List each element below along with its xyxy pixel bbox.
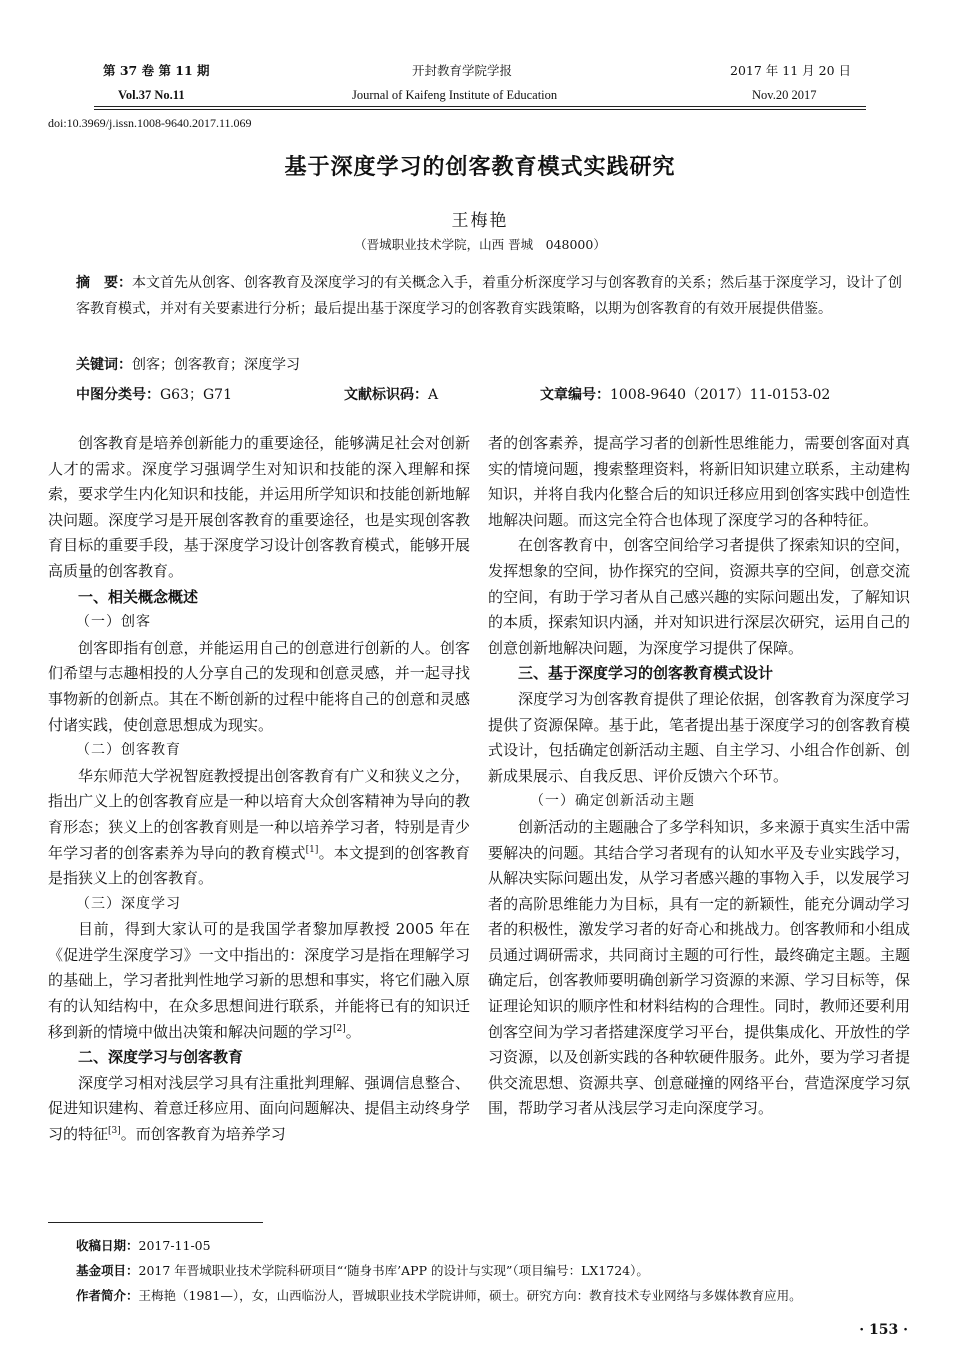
article-number-value: 1008-9640（2017）11-0153-02: [610, 387, 831, 403]
paragraph-7: 创新活动的主题融合了多学科知识，多来源于真实生活中需要解决的问题。其结合学习者现有的认知水平及专业实践学习，从解决实际问题出发，从学习者感兴趣的事物入手，以发展学习者的高阶思维能力为目标，具有一定的新颖性，能充分调动学习者的积极性，激发学习者的好奇心和挑战力。创客教师和小组成员通过调研需求，共同商讨主题的可行性，最终确定主题。主题确定后，创客教师要明确创新学习资源的来源、学习目标等，保证理论知识的顺序性和材料结构的合理性。同时，教师还要利用创客空间为学习者搭建深度学习平台，提供集成化、开放性的学习资源，以及创新实践的各种软硬件服务。此外，要为学习者提供交流思想、资源共享、创意碰撞的网络平台，营造深度学习氛围，帮助学习者从浅层学习走向深度学习。: [488, 817, 910, 1118]
section-heading-3: 三、基于深度学习的创客教育模式设计: [518, 664, 774, 683]
footnote-author: [76, 1286, 802, 1304]
footnote-rule: [48, 1222, 263, 1223]
footnote-received-date: 2017-11-05: [138, 1238, 211, 1253]
paragraph-4-continued: 者的创客素养，提高学习者的创新性思维能力，需要创客面对真实的情境问题，搜索整理资料，将新旧知识建立联系，主动建构知识，并将自我内化整合后的知识迁移应用到创客实践中创造性地解决问题。而这完全符合也体现了深度学习的各种特征。: [488, 434, 910, 529]
doi: doi:10.3969/j.issn.1008-9640.2017.11.069: [48, 116, 252, 130]
abstract-text: 本文首先从创客、创客教育及深度学习的有关概念入手，着重分析深度学习与创客教育的关系；然后基于深度学习，设计了创客教育模式，并对有关要素进行分析；最后提出基于深度学习的创客教育实践策略，以期为创客教育的有效开展提供借鉴。: [76, 275, 902, 317]
body-column-right: [488, 431, 910, 1122]
footnote-received-label: 收稿日期：: [76, 1238, 139, 1253]
paragraph-intro: 创客教育是培养创新能力的重要途径，能够满足社会对创新人才的需求。深度学习强调学生对知识和技能的深入理解和探索，要求学生内化知识和技能，并运用所学知识和技能创新地解决问题。深度学习是开展创客教育的重要途径，也是实现创客教育目标的重要手段，基于深度学习设计创客教育模式，能够开展高质量的创客教育。: [48, 434, 470, 580]
paragraph-2: [48, 764, 470, 892]
footnote-fund: [76, 1261, 649, 1279]
subsection-heading-1-1: （一）创客: [76, 614, 151, 631]
footnote-author-bio: 王梅艳（1981—），女，山西临汾人，晋城职业技术学院讲师，硕士。研究方向：教育技术专业网络与多媒体教育应用。: [138, 1288, 802, 1303]
abstract: [76, 270, 906, 322]
header-journal-cn: 开封教育学院学报: [412, 63, 513, 78]
article-number-label: 文章编号：: [540, 387, 610, 403]
paragraph-3: [48, 917, 470, 1045]
header-journal-en: Journal of Kaifeng Institute of Education: [352, 88, 558, 102]
subsection-heading-1-3: （三）深度学习: [76, 895, 181, 912]
paragraph-3-text: 目前，得到大家认可的是我国学者黎加厚教授 2005 年在《促进学生深度学习》一文中指出的：深度学习是指在理解学习的基础上，学习者批判性地学习新的思想和事实，将它们融入原有的认知结构中，在众多思想间进行联系，并能将已有的知识迁移到新的情境中做出决策和解决问题的学习: [48, 920, 470, 1041]
body-column-left: [48, 431, 470, 1148]
doc-code-label: 文献标识码：: [344, 387, 428, 403]
citation-1: [1]: [305, 844, 319, 855]
paragraph-1: 创客即指有创意，并能运用自己的创意进行创新的人。创客们希望与志趣相投的人分享自己的发现和创意灵感，并一起寻找事物新的创新点。其在不断创新的过程中能将自己的创意和灵感付诸实践，使创意思想成为现实。: [48, 638, 470, 734]
subsection-heading-3-1: （一）确定创新活动主题: [530, 793, 695, 810]
paragraph-6: 深度学习为创客教育提供了理论依据，创客教育为深度学习提供了资源保障。基于此，笔者提出基于深度学习的创客教育模式设计，包括确定创新活动主题、自主学习、小组合作创新、创新成果展示、自我反思、评价反馈六个环节。: [488, 689, 910, 785]
paragraph-4-tail: 。而创客教育为培养学习: [120, 1125, 286, 1144]
footnote-author-label: 作者简介：: [76, 1288, 139, 1303]
article-number: [540, 384, 830, 404]
footnote-received: [76, 1236, 211, 1254]
header-date-cn: 2017 年 11 月 20 日: [730, 63, 851, 78]
header-volume-cn: 第 37 卷 第 11 期: [103, 63, 210, 78]
author-affiliation: （晋城职业技术学院，山西 晋城 048000）: [354, 237, 606, 252]
paragraph-2-tail: 。本文提到的创客教育是指狭义上的创客教育。: [48, 843, 470, 888]
keywords-text: 创客；创客教育；深度学习: [132, 357, 300, 373]
paragraph-2-text: 华东师范大学祝智庭教授提出创客教育有广义和狭义之分，指出广义上的创客教育应是一种以培育大众创客精神为导向的教育形态；狭义上的创客教育则是一种以培养学习者，特别是青少年学习者的创客素养为导向的教育模式: [48, 766, 470, 862]
header-date-en: Nov.20 2017: [752, 88, 817, 102]
classification: [76, 384, 232, 404]
citation-2: [2]: [333, 1023, 346, 1034]
subsection-heading-1-2: （二）创客教育: [76, 742, 181, 759]
header-rule-thin: [94, 109, 866, 110]
header-rule: [94, 106, 866, 107]
footnote-fund-label: 基金项目：: [76, 1263, 139, 1278]
keywords: [76, 352, 906, 378]
footnote-fund-text: 2017 年晋城职业技术学院科研项目“‘随身书库’APP 的设计与实现”（项目编号：LX1724）。: [138, 1263, 649, 1278]
keywords-label: 关键词：: [76, 357, 132, 373]
paragraph-4-text: 深度学习相对浅层学习具有注重批判理解、强调信息整合、促进知识建构、着意迁移应用、面向问题解决、提倡主动终身学习的特征: [48, 1073, 470, 1144]
page-number: · 153 ·: [859, 1322, 908, 1338]
doc-code-value: A: [428, 387, 439, 403]
header-volume-en: Vol.37 No.11: [118, 88, 185, 102]
paragraph-4: [48, 1071, 470, 1148]
doc-code: [344, 384, 438, 404]
paragraph-3-tail: 。: [345, 1022, 361, 1041]
classification-value: G63；G71: [160, 387, 232, 403]
abstract-label: 摘 要：: [76, 275, 132, 291]
paragraph-5: 在创客教育中，创客空间给学习者提供了探索知识的空间，发挥想象的空间，协作探究的空间，资源共享的空间，创意交流的空间，有助于学习者从自己感兴趣的实际问题出发，了解知识的本质，探索知识内涵，并对知识进行深层次研究，运用自己的创意创新地解决问题，为深度学习提供了保障。: [488, 536, 910, 657]
section-heading-2: 二、深度学习与创客教育: [78, 1048, 244, 1067]
paper-title: 基于深度学习的创客教育模式实践研究: [284, 155, 676, 180]
citation-3: [3]: [108, 1126, 121, 1137]
paper-author: 王梅艳: [451, 211, 509, 231]
section-heading-1: 一、相关概念概述: [78, 587, 199, 606]
classification-label: 中图分类号：: [76, 387, 160, 403]
